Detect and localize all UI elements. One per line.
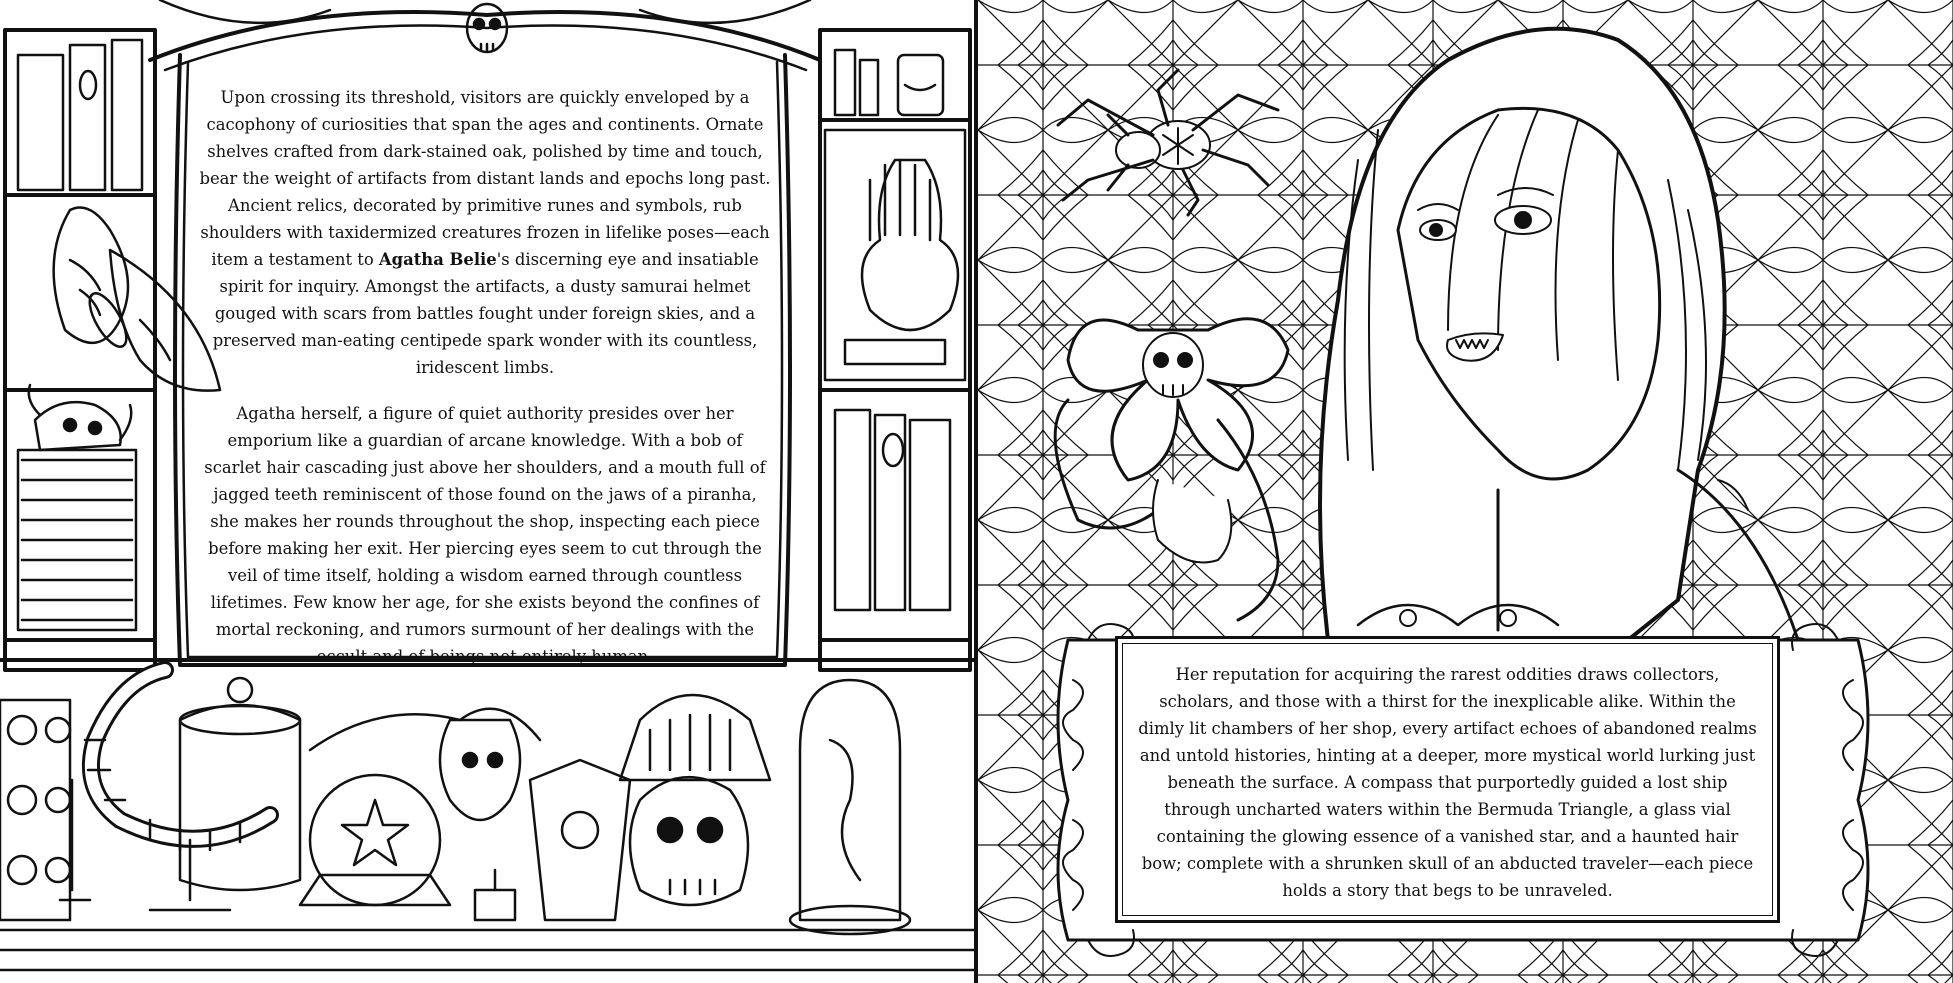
books-left bbox=[18, 40, 142, 630]
agatha-belie-name: Agatha Belie bbox=[378, 250, 497, 269]
left-paragraph-2: Agatha herself, a figure of quiet authority presides over her emporium like a guardian of arcane knowledge. With a bob of scarlet hair cascading just above her shoulders, and a mouth full of jagged teeth reminiscent of those found on the jaws of a piranha, she makes her rounds throughout the shop, inspecting each piece before making her exit. Her piercing eyes seem to cut through the veil of time itself, holding a wisdom earned through countless lifetimes. Few know her age, for she exists beyond the confines of mortal reckoning, and rumors surmount of her dealings with the occult and of beings not entirely human. bbox=[204, 404, 766, 666]
crystal-ball bbox=[300, 775, 450, 905]
right-text-box bbox=[1115, 636, 1780, 923]
jars-right bbox=[835, 50, 943, 115]
left-paragraph-1: Upon crossing its threshold, visitors are quickly enveloped by a cacophony of curiosities that span the ages and continents. Ornate shelves crafted from dark-stained oak, polished by time and touch, bear the weight of artifacts from distant lands and epochs long past. Ancient relics, decorated by primitive runes and symbols, rub shoulders with taxidermized creatures frozen in lifelike poses—each item a testament to Agatha Belie's discerning eye and insatiable spirit for inquiry. Amongst the artifacts, a dusty samurai helmet gouged with scars from battles fought under foreign skies, and a preserved man-eating centipede spark wonder with its countless, iridescent limbs. bbox=[199, 88, 771, 377]
horned-skull-shelf bbox=[29, 385, 132, 450]
apothecary-jar bbox=[180, 678, 300, 890]
left-page bbox=[0, 0, 975, 983]
moth-illustration bbox=[54, 208, 220, 391]
samurai-helmet bbox=[620, 695, 770, 780]
candle bbox=[475, 870, 515, 920]
ram-skull bbox=[310, 709, 540, 820]
bell-jar bbox=[790, 680, 910, 934]
coffin-box bbox=[530, 760, 630, 920]
right-body-text: Her reputation for acquiring the rarest oddities draws collectors, scholars, and those with a thirst for the inexplicable alike. Within the dimly lit chambers of her shop, every artifact echoes of abandoned realms and untold histories, hinting at a deeper, more mystical world lurking just beneath the surface. A compass that purportedly guided a lost ship through uncharted waters within the Bermuda Triangle, a glass vial containing the glowing essence of a vanished star, and a haunted hair bow; complete with a shrunken skull of an abducted traveler—each piece holds a story that begs to be unraveled. bbox=[1138, 665, 1757, 900]
human-skull bbox=[630, 777, 748, 905]
drawers bbox=[0, 700, 70, 920]
curio-clutter bbox=[0, 660, 975, 970]
left-body-text bbox=[198, 84, 772, 689]
framed-skeleton-hand bbox=[825, 130, 965, 380]
books-right bbox=[835, 410, 950, 610]
